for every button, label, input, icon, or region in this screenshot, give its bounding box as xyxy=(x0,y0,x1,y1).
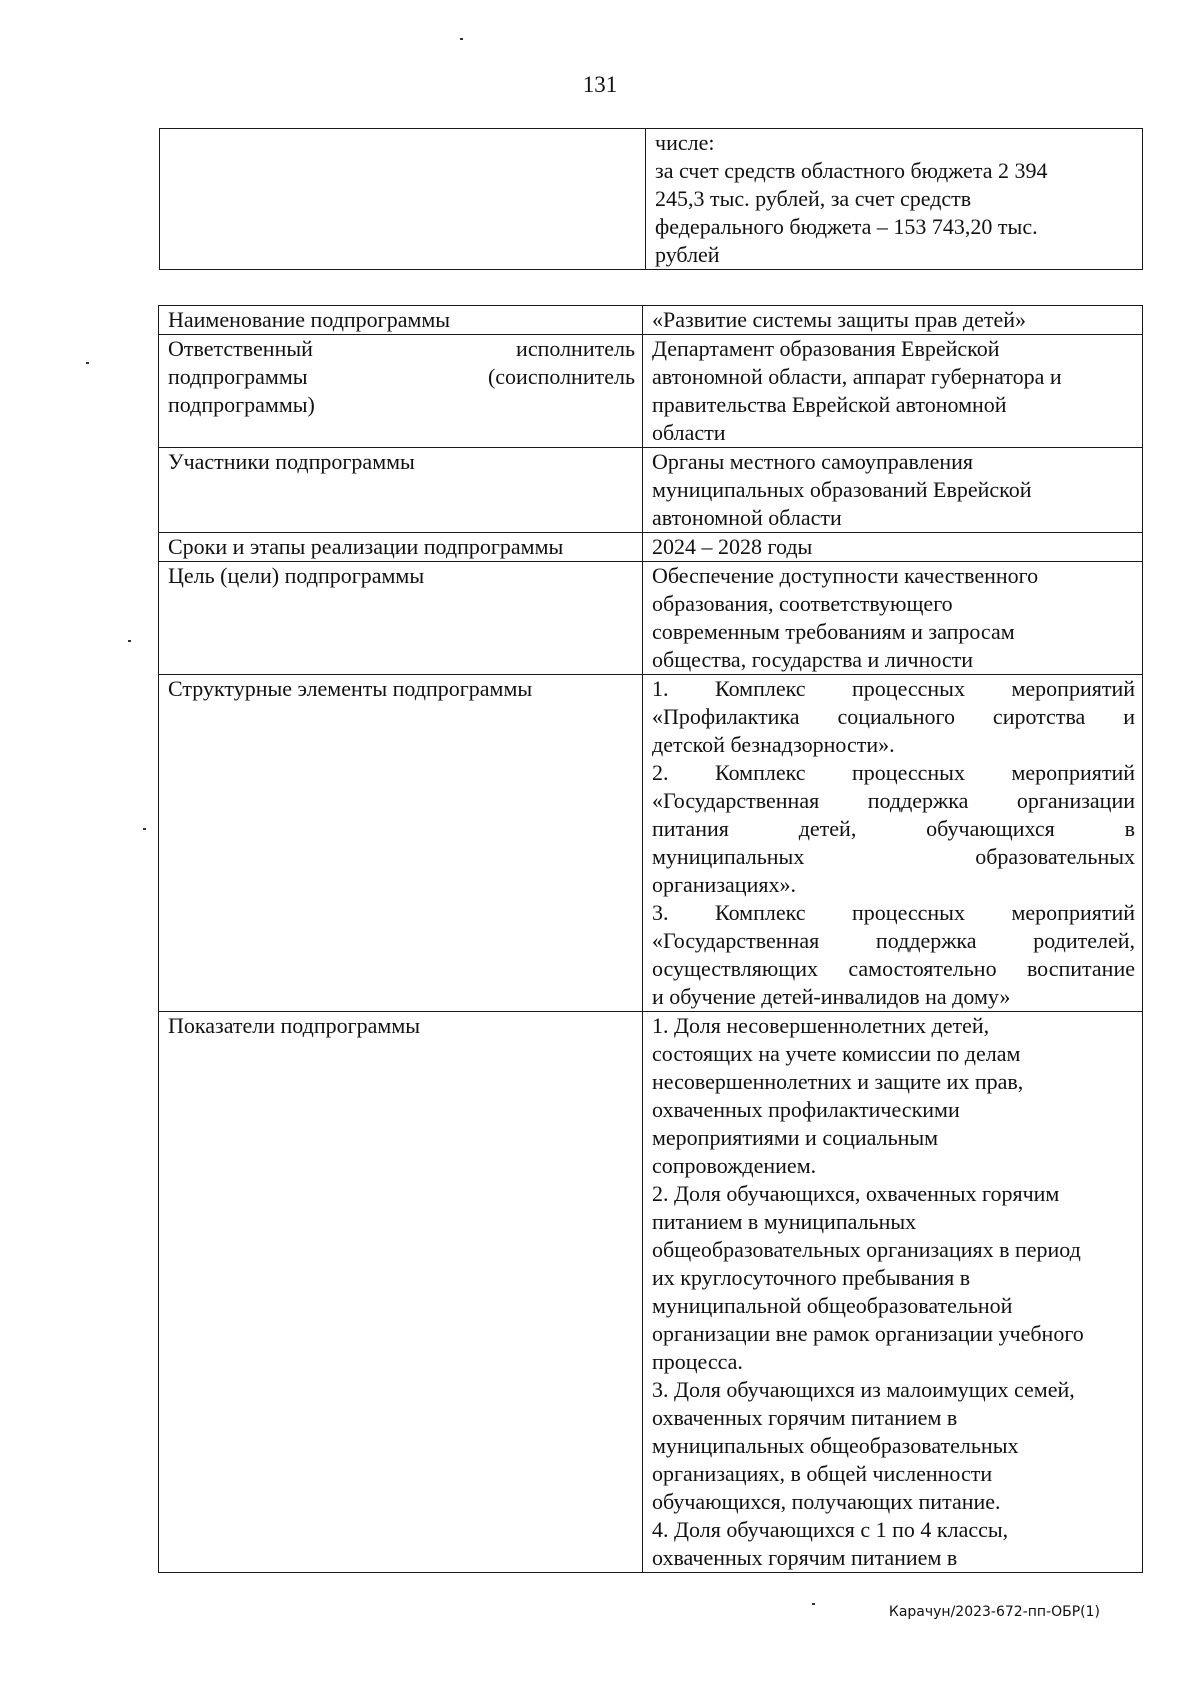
text-line: рублей xyxy=(655,242,720,267)
text-line: организациях». xyxy=(652,872,796,897)
text-line: муниципальных общеобразовательных xyxy=(652,1433,1019,1458)
row-label xyxy=(159,675,643,1012)
text-line: «Развитие системы защиты прав детей» xyxy=(652,307,1026,332)
text-line: охваченных горячим питанием в xyxy=(652,1405,958,1430)
text-line: муниципальных образовательных xyxy=(652,844,1135,869)
text-line: подпрограммы) xyxy=(168,392,315,417)
text-line: общеобразовательных организациях в период xyxy=(652,1237,1081,1262)
text-line: охваченных горячим питанием в xyxy=(652,1545,958,1570)
table-cell-empty xyxy=(160,129,646,270)
document-footer-code: Карачун/2023-672-пп-ОБР(1) xyxy=(888,1604,1100,1620)
financing-cell xyxy=(646,129,1143,270)
text-line: образования, соответствующего xyxy=(652,591,953,616)
text-line: за счет средств областного бюджета 2 394 xyxy=(655,158,1048,183)
text-line: Показатели подпрограммы xyxy=(168,1013,421,1038)
text-line: 245,3 тыс. рублей, за счет средств xyxy=(655,186,972,211)
text-line: Сроки и этапы реализации подпрограммы xyxy=(168,534,564,559)
text-line: автономной области xyxy=(652,505,842,530)
text-line: осуществляющих самостоятельно воспитание xyxy=(652,956,1135,981)
table-row xyxy=(159,675,1143,1012)
text-line: области xyxy=(652,420,726,445)
continuation-table xyxy=(159,128,1143,270)
text-line: 2. Доля обучающихся, охваченных горячим xyxy=(652,1181,1060,1206)
text-line: муниципальных образований Еврейской xyxy=(652,477,1032,502)
text-line: 1. Комплекс процессных мероприятий xyxy=(652,676,1135,701)
text-line: «Государственная поддержка организации xyxy=(652,788,1135,813)
text-line: организации вне рамок организации учебного xyxy=(652,1321,1084,1346)
text-line: автономной области, аппарат губернатора и xyxy=(652,364,1062,389)
text-line: и обучение детей-инвалидов на дому» xyxy=(652,984,1011,1009)
table-row xyxy=(159,448,1143,533)
row-value xyxy=(643,448,1143,533)
scan-speck xyxy=(143,828,146,830)
text-line: 2024 – 2028 годы xyxy=(652,534,813,559)
text-line: состоящих на учете комиссии по делам xyxy=(652,1041,1021,1066)
text-line: современным требованиям и запросам xyxy=(652,619,1015,644)
text-line: Обеспечение доступности качественного xyxy=(652,563,1039,588)
text-line: 3. Доля обучающихся из малоимущих семей, xyxy=(652,1377,1075,1402)
row-label xyxy=(159,533,643,562)
table-row xyxy=(159,1012,1143,1573)
row-label xyxy=(159,1012,643,1573)
text-line: Структурные элементы подпрограммы xyxy=(168,676,533,701)
text-line: Органы местного самоуправления xyxy=(652,449,974,474)
row-value xyxy=(643,1012,1143,1573)
row-value xyxy=(643,533,1143,562)
text-line: федерального бюджета – 153 743,20 тыс. xyxy=(655,214,1038,239)
text-line: Департамент образования Еврейской xyxy=(652,336,1000,361)
table-row xyxy=(159,306,1143,335)
text-line: Наименование подпрограммы xyxy=(168,307,451,332)
text-line: Участники подпрограммы xyxy=(168,449,415,474)
text-line: правительства Еврейской автономной xyxy=(652,392,1007,417)
row-value xyxy=(643,306,1143,335)
text-line: числе: xyxy=(655,130,715,155)
scan-speck xyxy=(812,1603,815,1605)
row-label xyxy=(159,448,643,533)
text-line: Ответственный исполнитель xyxy=(168,336,635,361)
scan-speck xyxy=(128,640,131,642)
row-label xyxy=(159,306,643,335)
row-value xyxy=(643,335,1143,448)
text-line: «Профилактика социального сиротства и xyxy=(652,704,1135,729)
row-value xyxy=(643,562,1143,675)
text-line: процесса. xyxy=(652,1349,743,1374)
text-line: питания детей, обучающихся в xyxy=(652,816,1135,841)
text-line: муниципальной общеобразовательной xyxy=(652,1293,1013,1318)
text-line: детской безнадзорности». xyxy=(652,732,895,757)
subprogram-passport-table xyxy=(158,305,1143,1573)
text-line: «Государственная поддержка родителей, xyxy=(652,928,1135,953)
text-line: сопровождением. xyxy=(652,1153,817,1178)
text-line: мероприятиями и социальным xyxy=(652,1125,939,1150)
text-line: охваченных профилактическими xyxy=(652,1097,960,1122)
text-line: организациях, в общей численности xyxy=(652,1461,993,1486)
text-line: подпрограммы (соисполнитель xyxy=(168,364,635,389)
text-line: несовершеннолетних и защите их прав, xyxy=(652,1069,1024,1094)
scan-speck xyxy=(86,362,89,364)
table-row xyxy=(159,562,1143,675)
text-line: обучающихся, получающих питание. xyxy=(652,1489,1001,1514)
row-label xyxy=(159,562,643,675)
text-line: 4. Доля обучающихся с 1 по 4 классы, xyxy=(652,1517,1009,1542)
text-line: 2. Комплекс процессных мероприятий xyxy=(652,760,1135,785)
text-line: 3. Комплекс процессных мероприятий xyxy=(652,900,1135,925)
row-label xyxy=(159,335,643,448)
text-line: 1. Доля несовершеннолетних детей, xyxy=(652,1013,990,1038)
table-row xyxy=(159,533,1143,562)
text-line: Цель (цели) подпрограммы xyxy=(168,563,425,588)
text-line: их круглосуточного пребывания в xyxy=(652,1265,971,1290)
table-row xyxy=(159,335,1143,448)
table-row xyxy=(160,129,1143,270)
text-line: общества, государства и личности xyxy=(652,647,974,672)
text-line: питанием в муниципальных xyxy=(652,1209,917,1234)
page-number: 131 xyxy=(582,72,618,97)
row-value xyxy=(643,675,1143,1012)
scan-speck xyxy=(460,38,463,40)
